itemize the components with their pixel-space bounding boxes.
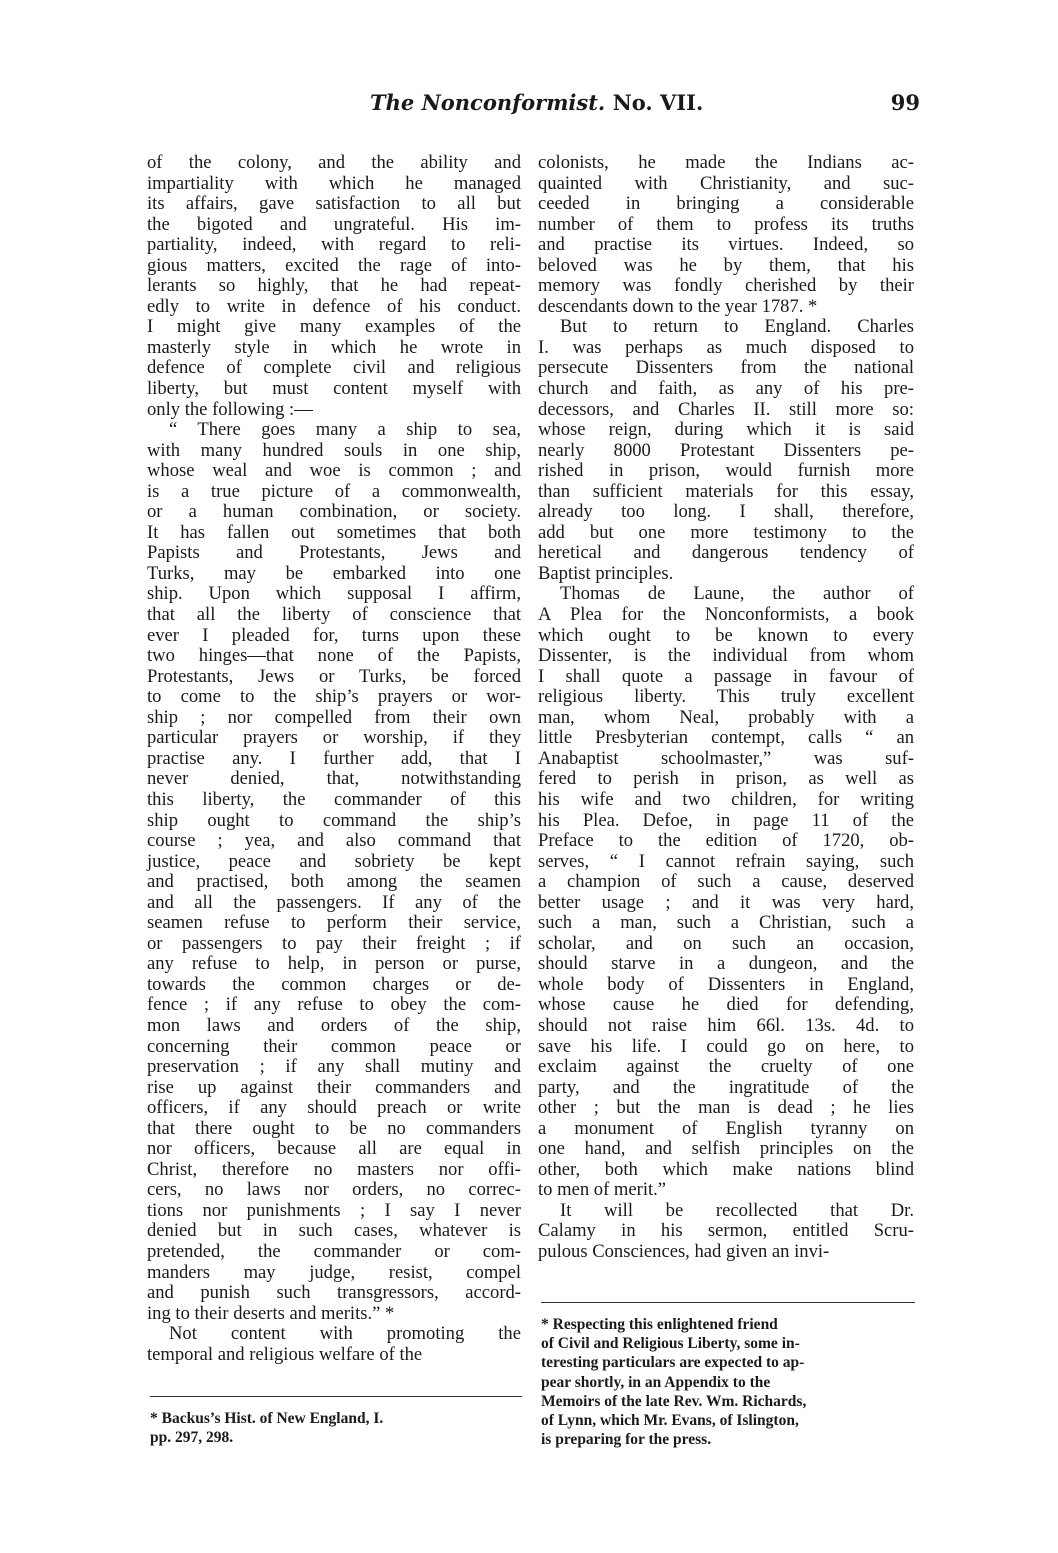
text-line: little Presbyterian contempt, calls “ an (538, 727, 914, 749)
text-line: decessors, and Charles II. still more so: (538, 398, 914, 420)
text-line: impartiality with which he managed (147, 172, 521, 194)
text-line: never denied, that, notwithstanding (147, 768, 521, 790)
text-line: whose cause he died for defending, (538, 994, 914, 1016)
page-number: 99 (890, 90, 920, 115)
text-line: Not content with promoting the (169, 1323, 521, 1345)
text-line: Calamy in his sermon, entitled Scru- (538, 1220, 914, 1242)
text-line: exclaim against the cruelty of one (538, 1056, 914, 1078)
footnote-left (150, 1409, 522, 1447)
text-line: officers, if any should preach or write (147, 1097, 521, 1119)
text-line: Baptist principles. (538, 562, 674, 584)
text-line: better usage ; and it was very hard, (538, 891, 914, 913)
text-line: number of them to profess its truths (538, 213, 914, 235)
text-line: should not raise him 66l. 13s. 4d. to (538, 1014, 914, 1036)
text-line: whose reign, during which it is said (538, 419, 914, 441)
text-line: denied but in such cases, whatever is (147, 1220, 521, 1242)
text-line: ing to their deserts and merits.” * (147, 1302, 395, 1324)
text-line: party, and the ingratitude of the (538, 1076, 914, 1098)
text-line: mon laws and orders of the ship, (147, 1014, 521, 1036)
text-line: one hand, and selfish principles on the (538, 1138, 914, 1160)
text-line: edly to write in defence of his conduct. (147, 295, 521, 317)
text-line: his Plea. Defoe, in page 11 of the (538, 809, 914, 831)
text-line: But to return to England. Charles (560, 316, 914, 338)
text-line: ship ; nor compelled from their own (147, 706, 521, 728)
text-line: towards the common charges or de- (147, 973, 521, 995)
text-line: partiality, indeed, with regard to reli- (147, 234, 521, 256)
text-line: already too long. I shall, therefore, (538, 501, 914, 523)
text-line: gious matters, excited the rage of into- (147, 254, 521, 276)
text-line: of the colony, and the ability and (147, 152, 521, 173)
text-line: church and faith, as any of his pre- (538, 378, 914, 400)
text-line: course ; yea, and also command that (147, 830, 521, 852)
text-line: Dissenter, is the individual from whom (538, 645, 914, 667)
footnote-line: of Lynn, which Mr. Evans, of Islington, (541, 1412, 799, 1430)
text-line: tions nor punishments ; I say I never (147, 1199, 521, 1221)
footnote-rule-left (150, 1396, 522, 1397)
text-line: particular prayers or worship, if they (147, 727, 521, 749)
text-line: and all the passengers. If any of the (147, 891, 521, 913)
text-line: such a man, such a Christian, such a (538, 912, 914, 934)
text-line: persecute Dissenters from the national (538, 357, 914, 379)
left-column (147, 153, 521, 1365)
running-header (140, 90, 920, 130)
text-line: temporal and religious welfare of the (147, 1343, 423, 1365)
text-line: or passengers to pay their freight ; if (147, 932, 521, 954)
footnote-line: teresting particulars are expected to ap- (541, 1354, 805, 1372)
text-line: that all the liberty of conscience that (147, 604, 521, 626)
text-line: religious liberty. This truly excellent (538, 686, 914, 708)
text-line: than sufficient materials for this essay, (538, 480, 914, 502)
text-line: and practised, both among the seamen (147, 871, 521, 893)
footnote-line: Memoirs of the late Rev. Wm. Richards, (541, 1392, 807, 1410)
text-line: save his life. I could go on here, to (538, 1035, 914, 1057)
text-line: practise any. I further add, that I (147, 747, 521, 769)
footnote-line: * Respecting this enlightened friend (541, 1316, 778, 1333)
text-line: fence ; if any refuse to obey the com- (147, 994, 521, 1016)
text-line: nor officers, because all are equal in (147, 1138, 521, 1160)
text-line: two hinges—that none of the Papists, (147, 645, 521, 667)
text-line: colonists, he made the Indians ac- (538, 152, 914, 173)
text-line: pulous Consciences, had given an invi- (538, 1240, 830, 1262)
text-line: or a human combination, or society. (147, 501, 521, 523)
text-line: memory was fondly cherished by their (538, 275, 914, 297)
text-line: rished in prison, would furnish more (538, 460, 914, 482)
text-line: to men of merit.” (538, 1179, 667, 1201)
text-line: Preface to the edition of 1720, ob- (538, 830, 914, 852)
text-line: to come to the ship’s prayers or wor- (147, 686, 521, 708)
text-line: Thomas de Laune, the author of (560, 583, 914, 605)
text-line: Anabaptist schoolmaster,” was suf- (538, 747, 914, 769)
text-line: fered to perish in prison, as well as (538, 768, 914, 790)
text-line: cers, no laws nor orders, no correc- (147, 1179, 521, 1201)
text-line: whole body of Dissenters in England, (538, 973, 914, 995)
text-line: serves, “ I cannot refrain saying, such (538, 850, 914, 872)
text-line: man, whom Neal, probably with a (538, 706, 914, 728)
footnote-rule-right (541, 1302, 915, 1303)
journal-title: The Nonconformist. (370, 90, 606, 115)
footnote-line: pp. 297, 298. (150, 1429, 234, 1447)
text-line: the bigoted and ungrateful. His im- (147, 213, 521, 235)
text-line: that there ought to be no commanders (147, 1117, 521, 1139)
text-line: this liberty, the commander of this (147, 788, 521, 810)
text-line: seamen refuse to perform their service, (147, 912, 521, 934)
text-line: should starve in a dungeon, and the (538, 953, 914, 975)
text-line: and punish such transgressors, accord- (147, 1282, 521, 1304)
footnote-line: is preparing for the press. (541, 1431, 712, 1449)
right-column (538, 153, 914, 1263)
text-line: ever I pleaded for, turns upon these (147, 624, 521, 646)
text-line: whose weal and woe is common ; and (147, 460, 521, 482)
text-line: descendants down to the year 1787. * (538, 295, 818, 317)
text-line: its affairs, gave satisfaction to all but (147, 193, 521, 215)
text-line: It will be recollected that Dr. (560, 1199, 914, 1221)
text-line: concerning their common peace or (147, 1035, 521, 1057)
text-line: ship ought to command the ship’s (147, 809, 521, 831)
text-line: Protestants, Jews or Turks, be forced (147, 665, 521, 687)
footnote-line: * Backus’s Hist. of New England, I. (150, 1410, 384, 1427)
text-line: pretended, the commander or com- (147, 1240, 521, 1262)
text-line: nearly 8000 Protestant Dissenters pe- (538, 439, 914, 461)
text-line: rise up against their commanders and (147, 1076, 521, 1098)
text-line: liberty, but must content myself with (147, 378, 521, 400)
text-line: preservation ; if any shall mutiny and (147, 1056, 521, 1078)
text-line: his wife and two children, for writing (538, 788, 914, 810)
text-line: I shall quote a passage in favour of (538, 665, 914, 687)
text-line: ceeded in bringing a considerable (538, 193, 914, 215)
text-line: I might give many examples of the (147, 316, 521, 338)
text-line: quainted with Christianity, and suc- (538, 172, 914, 194)
text-line: I. was perhaps as much disposed to (538, 336, 914, 358)
footnote-line: pear shortly, in an Appendix to the (541, 1373, 771, 1391)
text-line: defence of complete civil and religious (147, 357, 521, 379)
text-line: is a true picture of a commonwealth, (147, 480, 521, 502)
text-line: justice, peace and sobriety be kept (147, 850, 521, 872)
text-line: It has fallen out sometimes that both (147, 521, 521, 543)
text-line: a monument of English tyranny on (538, 1117, 914, 1139)
text-line: Turks, may be embarked into one (147, 562, 521, 584)
text-line: “ There goes many a ship to sea, (169, 419, 521, 441)
text-line: scholar, and on such an occasion, (538, 932, 914, 954)
text-line: and practise its virtues. Indeed, so (538, 234, 914, 256)
text-line: only the following :— (147, 398, 313, 420)
text-line: lerants so highly, that he had repeat- (147, 275, 521, 297)
footnote-right (541, 1315, 915, 1449)
text-line: masterly style in which he wrote in (147, 336, 521, 358)
text-line: other ; but the man is dead ; he lies (538, 1097, 914, 1119)
text-line: Papists and Protestants, Jews and (147, 542, 521, 564)
issue-number: No. VII. (612, 90, 704, 115)
text-line: other, both which make nations blind (538, 1158, 914, 1180)
text-line: ship. Upon which supposal I affirm, (147, 583, 521, 605)
text-line: beloved was he by them, that his (538, 254, 914, 276)
text-line: Christ, therefore no masters nor offi- (147, 1158, 521, 1180)
text-line: add but one more testimony to the (538, 521, 914, 543)
text-line: a champion of such a cause, deserved (538, 871, 914, 893)
text-line: A Plea for the Nonconformists, a book (538, 604, 914, 626)
footnote-line: of Civil and Religious Liberty, some in- (541, 1335, 800, 1353)
text-line: which ought to be known to every (538, 624, 914, 646)
text-line: heretical and dangerous tendency of (538, 542, 914, 564)
text-line: manders may judge, resist, compel (147, 1261, 521, 1283)
text-line: any refuse to help, in person or purse, (147, 953, 521, 975)
text-line: with many hundred souls in one ship, (147, 439, 521, 461)
